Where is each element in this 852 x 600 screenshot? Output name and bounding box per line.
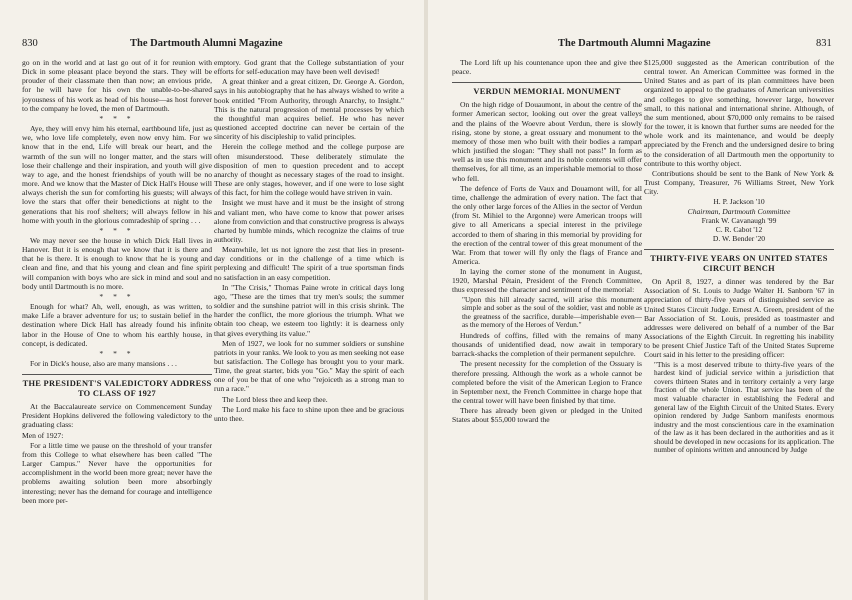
paragraph: Hundreds of coffins, filled with the remains of many thousands of unidentified dead, now await in temporary barrack-shacks the completion of their permanent sepulchre. [452, 330, 642, 359]
column-4 [644, 58, 834, 594]
paragraph: In "The Crisis," Thomas Paine wrote in critical days long ago, "These are the times that try men's souls; the summer soldier and the sunshine patriot will in this crisis shrink. The harder the conflict, the more glorious the triumph. What we obtain too cheap, we esteem too lightly: it is dearness only that gives everything its value." [214, 282, 404, 338]
paragraph: The present necessity for the completion of the Ossuary is therefore pressing. Although the work as a whole cannot be completed before the visit of the American Legion to France in September next, the French Committee in charge hope that the central tower will have been finished by that time. [452, 359, 642, 406]
paragraph: For in Dick's house, also are many mansions . . . [30, 359, 177, 368]
section-divider: * * * [99, 225, 135, 235]
paragraph: The Lord bless thee and keep thee. [222, 394, 328, 404]
paragraph: There has already been given or pledged in the United States about $55,000 toward the [452, 406, 642, 425]
paragraph: The Lord lift up his countenance upon thee and give thee peace. [452, 58, 642, 77]
page-number: 831 [816, 38, 832, 49]
paragraph: Insight we must have and it must be the insight of strong and valiant men, who have come to know that power arises alone from conviction and that constructive progress is always charted by humble minds, which recognize the claims of true authority. [214, 198, 404, 244]
block-quote: "Upon this hill already sacred, will arise this monument simple and sober as the soul of the soldier, vast and noble as the greatness of the sacrifice, durable—imperishable even—as the memory of the Heroes of Verdun." [462, 294, 642, 330]
paragraph: Aye, they will envy him his eternal, earthbound life, just as we, who love life completely, even now envy him. For we know that in the end, Life will break our heart, and the warmth of the sun will no longer matter, and the stars will lose their challenge and their inspiration, and youth will give way to age, and the honest friendships of youth will be no more. And we know that the Master of Dick Hall's House will always cherish the sun for comforting his guests; will always love the stars that offer their benedictions at night to the generations that his roof shelters; will always fellow in his home with youth in the glorious comradeship of spring . . . [22, 124, 212, 225]
paragraph: For a little time we pause on the threshold of your transfer from this College to what elsewhere has been called "The Larger Campus." Never have the opportunities for accomplishment in the world been more great; never have the problems awaiting solution been more absorbingly interesting; never has the demand for courage and intelligence been more per- [22, 440, 212, 505]
article-heading: THIRTY-FIVE YEARS ON UNITED STATES CIRCUIT BENCH [650, 254, 828, 274]
signature-title: Chairman, Dartmouth Committee [687, 206, 791, 216]
block-quote: "This is a most deserved tribute to thirty-five years of the hardest kind of judicial service within a jurisdiction that covers thirteen States and in territory certainly a very large fraction of the whole Union. That service has been of the most valuable character in establishing the Federal and general law of the Eighth Circuit of the United States. Every opinion rendered by Judge Sanborn manifests enormous industry and the most conscientious care in the examination of the law as it has been declared in the authorities and as it should be developed in new occasions for its application. The number of opinions written and announced by Judge [654, 359, 834, 455]
signature-name: H. P. Jackson '10 [713, 197, 765, 207]
paragraph: A great thinker and a great citizen, Dr. George A. Gordon, says in his autobiography that he has always wished to write a book entitled "From Authority, through Anarchy, to Insight." This is the natural progression of mental processes by which the thoughtful man acquires belief. He who has never questioned accepted doctrine can never be certain of the sincerity of his discipleship to valid principles. [214, 77, 404, 142]
section-divider: * * * [99, 291, 135, 301]
paragraph: emptory. God grant that the College substantiation of your efforts for self-education may have been well devised! [214, 58, 404, 77]
column-3 [452, 58, 642, 594]
paragraph: The Lord make his face to shine upon thee and be gracious unto thee. [214, 404, 404, 423]
left-page [0, 0, 424, 600]
horizontal-rule [22, 374, 212, 375]
horizontal-rule [644, 249, 834, 250]
right-page [428, 0, 852, 600]
paragraph: The defence of Forts de Vaux and Douamont will, for all time, challenge the admiration of every nation. The fact that the only other large forces of the Allies in the sector of Verdun (from St. Mihiel to the Argonne) were American troops will give to all Americans a special interest in the privilege accorded to them of sharing in this memorial by providing for the erection of the central tower of this great monument of the War. From that tower will fly only the flags of France and America. [452, 183, 642, 266]
paragraph: On the high ridge of Douaumont, in about the centre of the former American sector, looking out over the great valleys and the plains of the Woevre about Verdun, there is slowly rising, stone by stone, a great ossuary and monument to the memory of those men who built with their bodies a rampart which justified the slogan: "They shall not pass!" In form as well as in use this monument and its noble contents will offer themselves, for all time, as an imperishable memorial to those who fell. [452, 100, 642, 183]
paragraph: Enough for what? Ah, well, enough, as was written, to make Life a braver adventure for us; to sustain belief in the destination where Dick Hall has already found his infinite labor in the House of One to whom his earthly house, in concept, is dedicated. [22, 302, 212, 348]
paragraph: We may never see the house in which Dick Hall lives in Hanover. But it is enough that we know that it is there and that he is there. It is enough to know that he is young and clean and fine, and that his young and clean and fine spirit will companion with boys who are sick in mind and soul and body until Dartmouth is no more. [22, 235, 212, 291]
signature-member: D. W. Bender '20 [712, 233, 766, 243]
article-heading: VERDUN MEMORIAL MONUMENT [473, 87, 621, 97]
paragraph: At the Baccalaureate service on Commencement Sunday President Hopkins delivered the following valedictory to the graduating class: [22, 402, 212, 430]
paragraph: In laying the corner stone of the monument in August, 1920, Marshal Pétain, President of the French Committee, thus expressed the character and sentiment of the memorial: [452, 267, 642, 295]
article-heading: THE PRESIDENT'S VALEDICTORY ADDRESS TO CLASS OF 1927 [22, 379, 212, 399]
paragraph: Herein the college method and the college purpose are often misunderstood. These deliberately stimulate the disposition of men to question precedent and to accept anarchy of thought as necessary stages of the road to insight. These are only stages, however, and if one were to lose sight of this fact, for him the college would have striven in vain. [214, 142, 404, 198]
section-divider: * * * [99, 113, 135, 123]
paragraph: On April 8, 1927, a dinner was tendered by the Bar Association of St. Louis to Judge Walter H. Sanborn '67 in appreciation of thirty-five years of distinguished service as United States Circuit Judge. Ernest A. Green, president of the Bar Association of St. Louis, presided as toastmaster and addresses were delivered on behalf of a number of the Bar Associations of the Eighth Circuit. In regretting his inability to be present Chief Justice Taft of the United States Supreme Court said in his letter to the presiding officer: [644, 277, 834, 360]
column-2 [214, 58, 404, 594]
paragraph: Men of 1927, we look for no summer soldiers or sunshine patriots in your ranks. We look to you as men seeking not ease but satisfaction. The College has brought you to your mark. Time, the great starter, bids you "Go." May the spirit of each one of you be that of one who "rejoiceth as a strong man to run a race." [214, 338, 404, 394]
signature-member: Frank W. Cavanaugh '99 [701, 215, 777, 225]
page-number: 830 [22, 38, 38, 49]
section-divider: * * * [99, 348, 135, 358]
paragraph: $125,000 suggested as the American contribution of the central tower. An American Committee was formed in the United States and as part of its plan committees have been organized to appeal to the graduates of American universities and colleges to give something, however large, however small, to this national and international shrine. Although, of the sum mentioned, about $70,000 only remains to be raised for the tower, it is known that further sums are needed for the whole work and its maintenance, and would be deeply appreciated by the French and the undersigned desire to bring to the consideration of all Dartmouth men the opportunity to contribute to this worthy object. [644, 58, 834, 168]
running-header: The Dartmouth Alumni Magazine [130, 38, 283, 49]
signature-member: C. R. Cabot '12 [715, 224, 763, 234]
horizontal-rule [452, 82, 642, 83]
paragraph: Contributions should be sent to the Bank of New York & Trust Company, Treasurer, 76 Williams Street, New York City. [644, 168, 834, 197]
paragraph: go on in the world and at last go out of it for reunion with Dick in some pleasant place beyond the stars. They will be prouder of their classmate then than now; an envious pride, for he will have for his own the unable-to-be-shared joyousness of his work as head of his house—as host forever to the company he loved, the men of Dartmouth. [22, 58, 212, 113]
column-1 [22, 58, 212, 594]
salutation: Men of 1927: [22, 430, 64, 440]
running-header: The Dartmouth Alumni Magazine [558, 38, 711, 49]
paragraph: Meanwhile, let us not ignore the zest that lies in present-day conditions or in the challenge of a time which is perplexing and difficult! The spirit of a true sportsman finds no satisfaction in an easy competition. [214, 245, 404, 282]
